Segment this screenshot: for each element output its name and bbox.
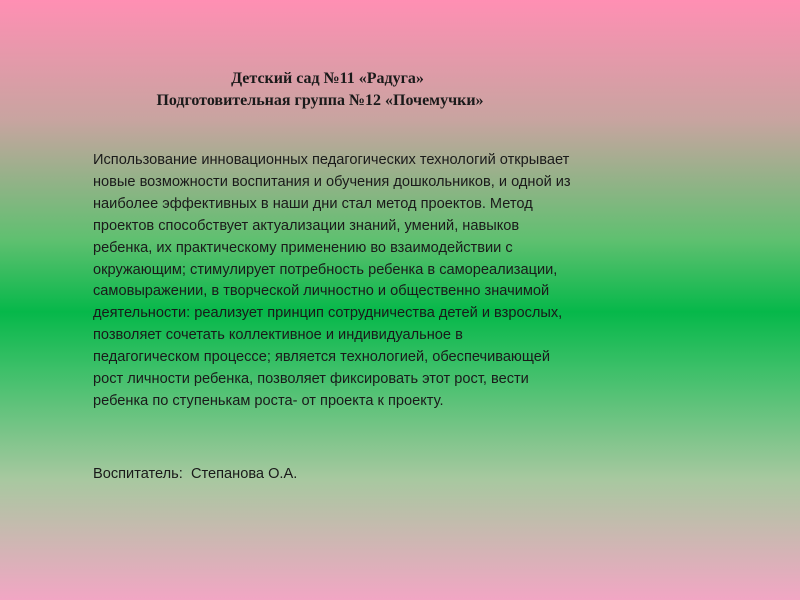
title-group: Подготовительная группа №12 «Почемучки» [156, 92, 484, 109]
teacher-credit: Воспитатель: Степанова О.А. [93, 466, 298, 482]
body-paragraph [93, 150, 683, 413]
body-line: рост личности ребенка, позволяет фиксировать этот рост, вести [93, 371, 529, 388]
title-kindergarten: Детский сад №11 «Радуга» [231, 70, 424, 87]
body-line: ребенка, их практическому применению во взаимодействии с [93, 239, 513, 256]
body-line: педагогическом процессе; является технологией, обеспечивающей [93, 349, 550, 366]
body-line: Использование инновационных педагогических технологий открывает [93, 152, 570, 168]
body-line: новые возможности воспитания и обучения дошкольников, и одной из [93, 173, 571, 190]
body-line: окружающим; стимулирует потребность ребенка в самореализации, [93, 261, 558, 278]
body-line: самовыражении, в творческой личностно и общественно значимой [93, 283, 550, 300]
body-line: деятельности: реализует принцип сотрудничества детей и взрослых, [93, 305, 563, 322]
body-line: проектов способствует актуализации знаний, умений, навыков [93, 217, 520, 234]
slide-title [0, 68, 640, 112]
body-line: позволяет сочетать коллективное и индивидуальное в [93, 327, 463, 344]
body-line: ребенка по ступенькам роста- от проекта к проекту. [93, 392, 444, 409]
body-line: наиболее эффективных в наши дни стал метод проектов. Метод [93, 195, 533, 212]
